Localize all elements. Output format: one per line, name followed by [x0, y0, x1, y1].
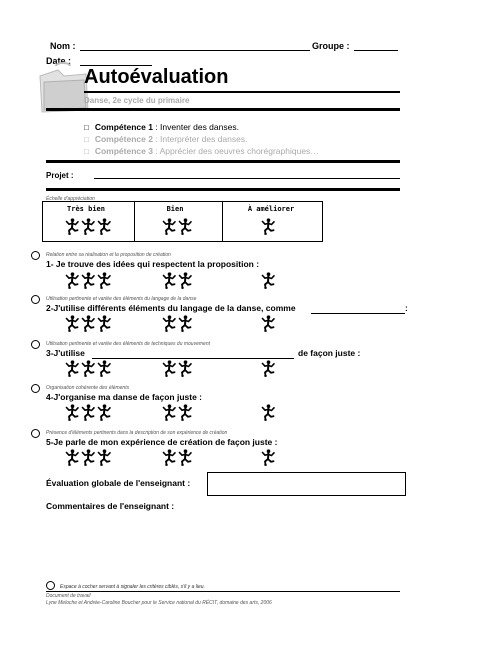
date-label: Date :: [46, 56, 72, 66]
rating-option-2: [162, 404, 192, 422]
legend-checkbox[interactable]: [46, 581, 55, 590]
scale-figures: [0, 218, 500, 236]
dancer-icon: [65, 360, 79, 377]
dancer-icon: [97, 272, 111, 289]
rating-option-3: [65, 315, 111, 333]
groupe-label: Groupe :: [312, 41, 350, 51]
question-suffix: :: [405, 303, 408, 313]
footer-credits: Lyne Meloche et Andrée-Caroline Boucher pour le Service national du RÉCIT, domaine des arts, 2006: [46, 600, 272, 606]
question-text: 1- Je trouve des idées qui respectent la proposition :: [46, 259, 260, 269]
scale-caption: Échelle d'appréciation: [46, 196, 95, 202]
question-suffix: de façon juste :: [298, 348, 361, 358]
evaluation-box[interactable]: [207, 472, 406, 496]
competence-name: Compétence 1: [94, 122, 153, 132]
rating-option-2: [162, 272, 192, 290]
question-text: 5-Je parle de mon expérience de création de façon juste :: [46, 437, 278, 447]
competence-checkbox[interactable]: □: [84, 147, 89, 156]
competence-name: Compétence 3: [94, 146, 153, 156]
rating-row[interactable]: [0, 272, 500, 290]
footer-rule: [46, 591, 400, 592]
comments-label: Commentaires de l'enseignant :: [46, 501, 175, 511]
nom-field[interactable]: [80, 40, 310, 51]
dancer-icon: [97, 404, 111, 421]
criterion-checkbox[interactable]: [31, 384, 40, 393]
criterion-checkbox[interactable]: [31, 295, 40, 304]
rating-option-2: [162, 360, 192, 378]
competence-name: Compétence 2: [94, 134, 153, 144]
rating-option-3: [65, 404, 111, 422]
page-title: Autoévaluation: [84, 66, 229, 88]
dancer-icon: [81, 272, 95, 289]
dancer-icon: [162, 218, 176, 235]
rating-option-1: [261, 360, 275, 378]
dancer-icon: [261, 315, 275, 332]
rating-row[interactable]: [0, 315, 500, 333]
rating-option-1: [261, 315, 275, 333]
dancer-icon: [261, 449, 275, 466]
question-caption: Organisation cohérente des éléments: [46, 385, 130, 391]
criterion-checkbox[interactable]: [31, 429, 40, 438]
question-caption: Utilisation pertinente et variée des éléments de techniques du mouvement: [46, 341, 210, 347]
competence-rule: [46, 160, 400, 163]
question-caption: Utilisation pertinente et variée des éléments du langage de la danse: [46, 296, 197, 302]
dancer-icon: [261, 404, 275, 421]
competence-checkbox[interactable]: □: [84, 123, 89, 132]
dancer-icon: [97, 218, 111, 235]
scale-level-label: Très bien: [67, 205, 105, 213]
dancer-icon: [97, 315, 111, 332]
rating-option-3: [65, 360, 111, 378]
title-rule: [84, 91, 400, 93]
dancer-icon: [65, 272, 79, 289]
competence-text: : Apprécier des oeuvres chorégraphiques…: [152, 146, 319, 156]
header-rule-thick: [46, 108, 400, 111]
criterion-checkbox[interactable]: [31, 251, 40, 260]
projet-field[interactable]: [94, 170, 400, 179]
rating-row[interactable]: [0, 404, 500, 422]
competence-3[interactable]: [84, 146, 319, 156]
dancer-icon: [162, 360, 176, 377]
dancer-icon: [162, 272, 176, 289]
dancer-icon: [261, 272, 275, 289]
competence-checkbox[interactable]: □: [84, 135, 89, 144]
dancer-icon: [178, 404, 192, 421]
page-subtitle: Danse, 2e cycle du primaire: [84, 96, 190, 105]
footer-legend: Espace à cocher servant à signaler les critères ciblés, s'il y a lieu.: [60, 584, 205, 590]
dancer-icon: [178, 449, 192, 466]
nom-label: Nom :: [50, 41, 76, 51]
dancer-icon: [65, 218, 79, 235]
dancer-icon: [81, 449, 95, 466]
question-text: 4-J'organise ma danse de façon juste :: [46, 392, 203, 402]
rating-option-3: [65, 449, 111, 467]
dancer-icon: [97, 449, 111, 466]
rating-option-3: [65, 272, 111, 290]
answer-blank[interactable]: [92, 348, 294, 359]
competence-2[interactable]: [84, 134, 247, 144]
scale-group-3: [65, 218, 111, 236]
competence-text: : Inventer des danses.: [152, 122, 239, 132]
dancer-icon: [81, 315, 95, 332]
dancer-icon: [65, 449, 79, 466]
dancer-icon: [178, 272, 192, 289]
dancer-icon: [178, 218, 192, 235]
rating-option-2: [162, 315, 192, 333]
dancer-icon: [97, 360, 111, 377]
question-caption: Présence d'éléments pertinents dans la description de son expérience de création: [46, 430, 228, 436]
competence-text: : Interpréter des danses.: [152, 134, 248, 144]
dancer-icon: [65, 315, 79, 332]
dancer-icon: [81, 218, 95, 235]
footer-doc-label: Document de travail: [46, 593, 91, 599]
dancer-icon: [162, 315, 176, 332]
dancer-icon: [178, 360, 192, 377]
competence-1[interactable]: [84, 122, 239, 132]
rating-row[interactable]: [0, 360, 500, 378]
dancer-icon: [261, 218, 275, 235]
scale-level-label: Bien: [166, 205, 184, 213]
rating-option-1: [261, 449, 275, 467]
projet-label: Projet :: [46, 171, 74, 180]
rating-option-2: [162, 449, 192, 467]
scale-group-2: [162, 218, 192, 236]
dancer-icon: [81, 360, 95, 377]
rating-option-1: [261, 272, 275, 290]
dancer-icon: [178, 315, 192, 332]
scale-level-label: À améliorer: [247, 205, 295, 213]
dancer-icon: [162, 449, 176, 466]
evaluation-label: Évaluation globale de l'enseignant :: [46, 478, 191, 488]
dancer-icon: [162, 404, 176, 421]
question-text: 2-J'utilise différents éléments du langage de la danse, comme: [46, 303, 296, 313]
question-caption: Relation entre sa réalisation et la proposition de création: [46, 252, 171, 258]
scale-group-1: [261, 218, 275, 236]
question-text: 3-J'utilise: [46, 348, 85, 358]
projet-rule: [46, 188, 400, 191]
rating-row[interactable]: [0, 449, 500, 467]
dancer-icon: [65, 404, 79, 421]
criterion-checkbox[interactable]: [31, 340, 40, 349]
dancer-icon: [261, 360, 275, 377]
groupe-field[interactable]: [354, 40, 398, 51]
dancer-icon: [81, 404, 95, 421]
rating-option-1: [261, 404, 275, 422]
answer-blank[interactable]: [311, 303, 405, 314]
